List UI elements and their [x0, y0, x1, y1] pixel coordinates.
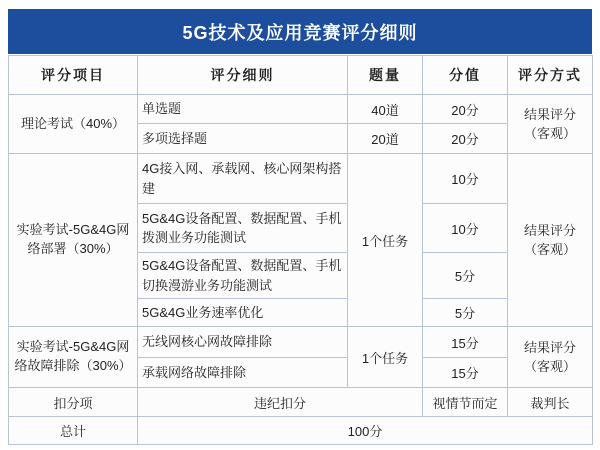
detail-cell: 无线网核心网故障排除 [138, 327, 348, 358]
method-line: 结果评分 [523, 339, 576, 355]
table-row [9, 154, 593, 204]
method-cell-deployment [508, 154, 593, 327]
detail-cell: 5G&4G设备配置、数据配置、手机拨测业务功能测试 [138, 204, 348, 253]
table-row [9, 95, 593, 124]
detail-cell: 单选题 [138, 95, 348, 124]
score-cell: 20分 [423, 95, 508, 124]
col-header-item: 评分项目 [9, 56, 138, 95]
quantity-cell: 40道 [348, 95, 423, 124]
method-line: （客观） [523, 359, 576, 374]
method-cell-troubleshooting [508, 327, 593, 388]
method-line: 结果评分 [523, 222, 576, 238]
title-bar [8, 9, 592, 54]
method-line: （客观） [523, 126, 576, 141]
section-label-theory: 理论考试（40%） [9, 95, 138, 154]
score-cell: 10分 [423, 204, 508, 253]
method-line: （客观） [523, 242, 576, 257]
deduction-detail: 违纪扣分 [138, 388, 423, 417]
header-row [9, 56, 593, 95]
total-value: 100分 [138, 417, 593, 445]
score-cell: 10分 [423, 154, 508, 204]
detail-cell: 承载网络故障排除 [138, 358, 348, 388]
total-label: 总计 [9, 417, 138, 445]
col-header-score: 分值 [423, 56, 508, 95]
score-cell: 5分 [423, 253, 508, 299]
col-header-detail: 评分细则 [138, 56, 348, 95]
detail-cell: 5G&4G业务速率优化 [138, 299, 348, 327]
score-cell: 20分 [423, 124, 508, 154]
table-row [9, 327, 593, 358]
method-cell-theory [508, 95, 593, 154]
deduction-label: 扣分项 [9, 388, 138, 417]
score-cell: 15分 [423, 327, 508, 358]
quantity-cell-troubleshooting: 1个任务 [348, 327, 423, 388]
page-title: 5G技术及应用竞赛评分细则 [182, 22, 418, 43]
method-line: 结果评分 [523, 106, 576, 122]
section-label-troubleshooting: 实验考试-5G&4G网络故障排除（30%） [9, 327, 138, 388]
detail-cell: 多项选择题 [138, 124, 348, 154]
total-row [9, 417, 593, 445]
scoring-table [8, 55, 593, 445]
detail-cell: 5G&4G设备配置、数据配置、手机切换漫游业务功能测试 [138, 253, 348, 299]
deduction-score: 视情节而定 [423, 388, 508, 417]
score-cell: 15分 [423, 358, 508, 388]
section-label-deployment: 实验考试-5G&4G网络部署（30%） [9, 154, 138, 327]
deduction-row [9, 388, 593, 417]
detail-cell: 4G接入网、承载网、核心网架构搭建 [138, 154, 348, 204]
deduction-method: 裁判长 [508, 388, 593, 417]
col-header-quantity: 题量 [348, 56, 423, 95]
score-cell: 5分 [423, 299, 508, 327]
quantity-cell-deployment: 1个任务 [348, 154, 423, 327]
col-header-method: 评分方式 [508, 56, 593, 95]
quantity-cell: 20道 [348, 124, 423, 154]
